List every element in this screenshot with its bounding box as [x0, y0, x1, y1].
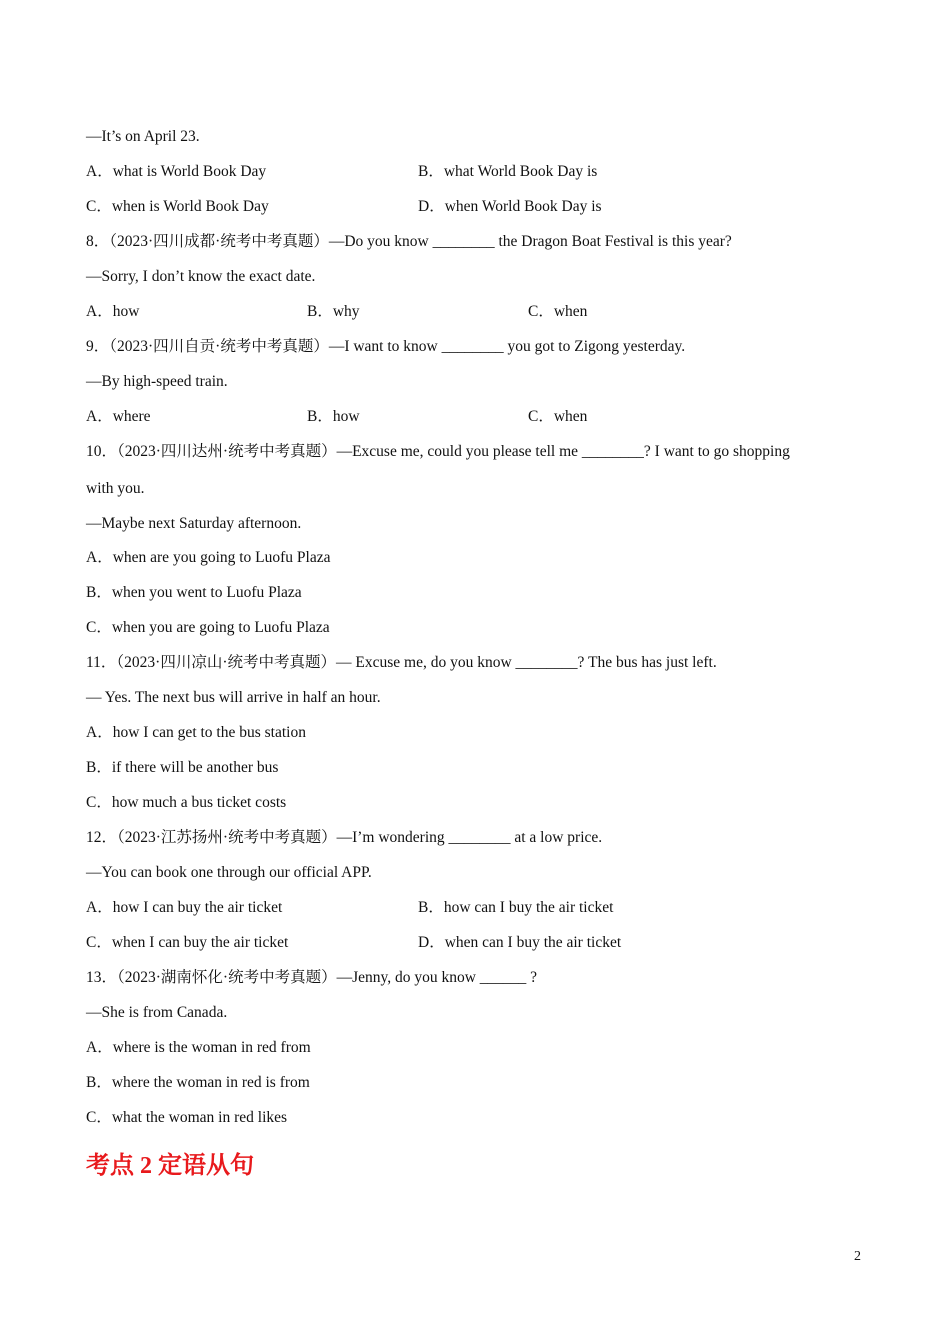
q12-option-c: C．when I can buy the air ticket: [86, 934, 289, 951]
q11-option-a: A．how I can get to the bus station: [86, 724, 306, 741]
q8-option-c: C．when: [528, 303, 588, 320]
q9-option-b: B．how: [307, 408, 360, 425]
q12-option-a: A．how I can buy the air ticket: [86, 899, 283, 916]
q13-stem: 13．（2023·湖南怀化·统考中考真题）—Jenny, do you know ______ ?: [86, 969, 538, 986]
q9-option-a: A．where: [86, 408, 151, 425]
q10-stem-line2: with you.: [86, 480, 145, 497]
page-number: 2: [854, 1249, 861, 1264]
q11-stem: 11．（2023·四川凉山·统考中考真题）— Excuse me, do you know ________? The bus has just left.: [86, 654, 717, 671]
q8-stem: 8．（2023·四川成都·统考中考真题）—Do you know ________ the Dragon Boat Festival is this year?: [86, 233, 732, 250]
q11-answer: — Yes. The next bus will arrive in half an hour.: [86, 689, 381, 706]
q11-option-b: B．if there will be another bus: [86, 759, 279, 776]
q9-answer: —By high-speed train.: [86, 373, 228, 390]
q9-stem: 9．（2023·四川自贡·统考中考真题）—I want to know ________ you got to Zigong yesterday.: [86, 338, 686, 355]
q7-option-b: B．what World Book Day is: [418, 163, 598, 180]
q13-option-a: A．where is the woman in red from: [86, 1039, 311, 1056]
q12-answer: —You can book one through our official APP.: [86, 864, 372, 881]
q8-option-b: B．why: [307, 303, 360, 320]
q10-stem-line1: 10．（2023·四川达州·统考中考真题）—Excuse me, could you please tell me ________? I want to go shopping: [86, 443, 790, 460]
q10-answer: —Maybe next Saturday afternoon.: [86, 515, 302, 532]
q8-answer: —Sorry, I don’t know the exact date.: [86, 268, 316, 285]
q7-answer: —It’s on April 23.: [86, 128, 200, 145]
q13-answer: —She is from Canada.: [86, 1004, 228, 1021]
q7-option-c: C．when is World Book Day: [86, 198, 269, 215]
q12-option-b: B．how can I buy the air ticket: [418, 899, 614, 916]
q7-option-d: D．when World Book Day is: [418, 198, 602, 215]
q13-option-b: B．where the woman in red is from: [86, 1074, 310, 1091]
q11-option-c: C．how much a bus ticket costs: [86, 794, 287, 811]
section-heading: 考点 2 定语从句: [86, 1153, 254, 1179]
q7-option-a: A．what is World Book Day: [86, 163, 267, 180]
q10-option-a: A．when are you going to Luofu Plaza: [86, 549, 331, 566]
q13-option-c: C．what the woman in red likes: [86, 1109, 288, 1126]
q9-option-c: C．when: [528, 408, 588, 425]
q10-option-b: B．when you went to Luofu Plaza: [86, 584, 302, 601]
q10-option-c: C．when you are going to Luofu Plaza: [86, 619, 330, 636]
q12-stem: 12．（2023·江苏扬州·统考中考真题）—I’m wondering ________ at a low price.: [86, 829, 603, 846]
q8-option-a: A．how: [86, 303, 140, 320]
q12-option-d: D．when can I buy the air ticket: [418, 934, 622, 951]
